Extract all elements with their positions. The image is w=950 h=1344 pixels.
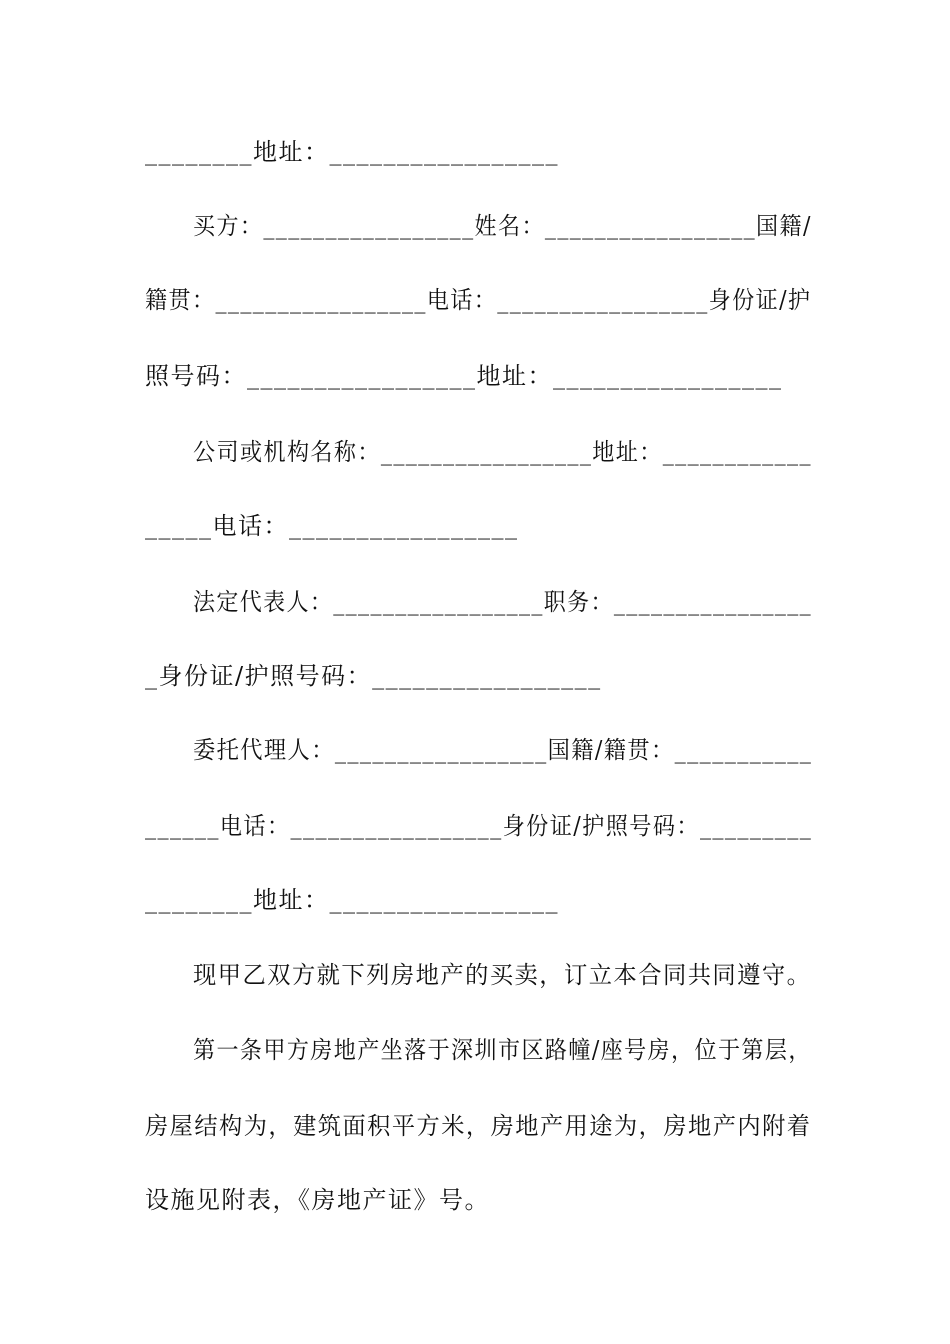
address-line: ________地址：_________________ bbox=[145, 138, 559, 166]
agent-line: 委托代理人：_________________国籍/籍贯：___________ bbox=[193, 736, 813, 764]
native-place-phone-line: 籍贯：_________________电话：_________________身份证/护 bbox=[145, 286, 812, 314]
agreement-intro: 现甲乙双方就下列房地产的买卖，订立本合同共同遵守。 bbox=[193, 961, 812, 989]
company-phone-line: _____电话：_________________ bbox=[145, 512, 519, 540]
company-name-line: 公司或机构名称：_________________地址：____________ bbox=[193, 438, 812, 466]
article-one-line-1: 第一条甲方房地产坐落于深圳市区路幢/座号房，位于第层， bbox=[193, 1036, 812, 1064]
article-one-line-3: 设施见附表，《房地产证》号。 bbox=[145, 1186, 490, 1214]
agent-phone-id-line: ______电话：_________________身份证/护照号码：_________ bbox=[145, 812, 813, 840]
article-one-line-2: 房屋结构为，建筑面积平方米，房地产用途为，房地产内附着 bbox=[145, 1112, 812, 1140]
representative-id-line: _身份证/护照号码：_________________ bbox=[145, 662, 602, 690]
buyer-name-line: 买方：_________________姓名：_________________国籍/ bbox=[193, 212, 812, 240]
agent-address-line: ________地址：_________________ bbox=[145, 886, 559, 914]
passport-address-line: 照号码：_________________地址：_________________ bbox=[145, 362, 783, 390]
legal-representative-line: 法定代表人：_________________职务：________________ bbox=[193, 588, 812, 616]
